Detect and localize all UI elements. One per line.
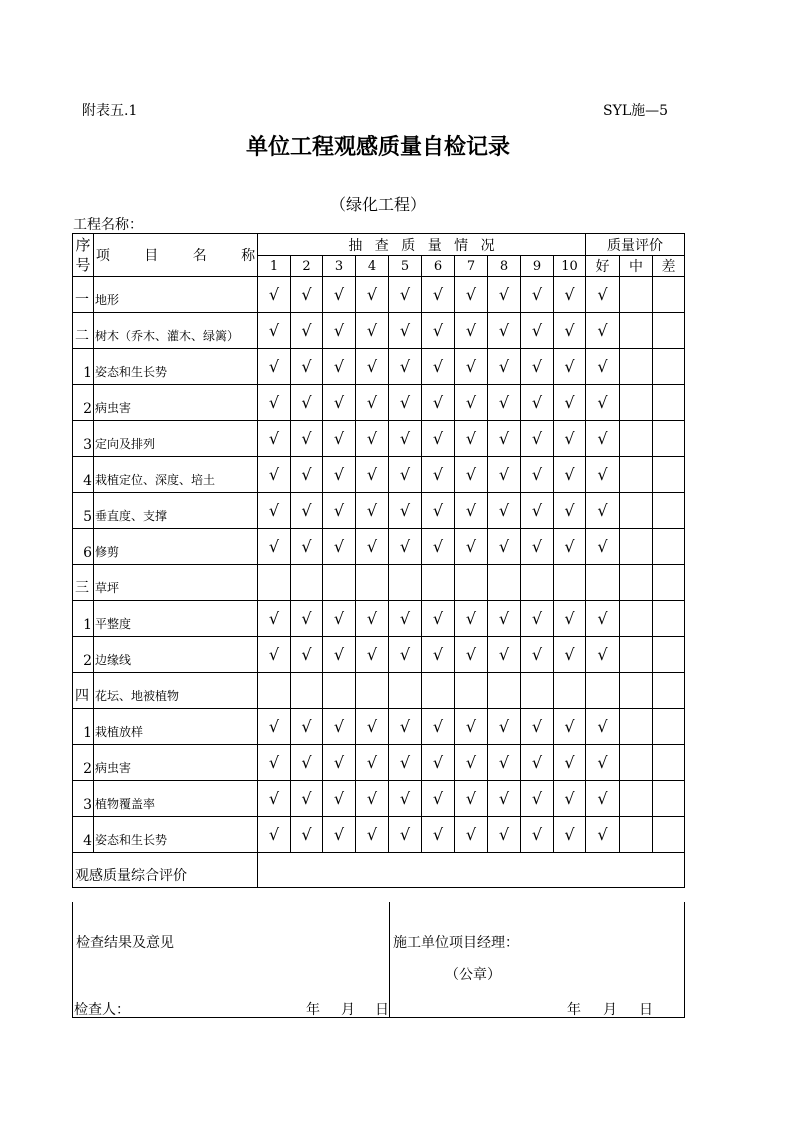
empty-cell [521, 673, 554, 709]
check-mark-icon: √ [488, 745, 521, 781]
check-mark-icon: √ [258, 313, 291, 349]
check-mark-icon: √ [554, 601, 586, 637]
form-number: SYL施—5 [603, 103, 669, 119]
check-mark-icon: √ [422, 421, 455, 457]
empty-cell [653, 277, 685, 313]
check-mark-icon: √ [422, 349, 455, 385]
sample-number-10: 10 [554, 256, 586, 277]
check-mark-icon: √ [554, 745, 586, 781]
row-item-name: 花坛、地被植物 [94, 673, 258, 709]
check-mark-icon: √ [554, 349, 586, 385]
empty-cell [620, 349, 653, 385]
check-mark-icon: √ [258, 817, 291, 853]
empty-cell [422, 673, 455, 709]
check-mark-icon: √ [488, 277, 521, 313]
inspector-year: 年 [306, 1002, 320, 1018]
table-row [73, 673, 685, 709]
empty-cell [620, 673, 653, 709]
manager-day: 日 [639, 1002, 653, 1018]
check-mark-icon: √ [258, 745, 291, 781]
empty-cell [653, 817, 685, 853]
check-mark-icon: √ [554, 421, 586, 457]
check-mark-icon: √ [586, 313, 620, 349]
item-name-header: 项 目 名 称 [94, 234, 258, 277]
check-mark-icon: √ [488, 817, 521, 853]
check-mark-icon: √ [389, 457, 422, 493]
table-row [73, 493, 685, 529]
check-mark-icon: √ [521, 601, 554, 637]
row-item-name: 定向及排列 [94, 421, 258, 457]
check-mark-icon: √ [554, 781, 586, 817]
check-mark-icon: √ [389, 493, 422, 529]
row-item-name: 地形 [94, 277, 258, 313]
check-mark-icon: √ [455, 457, 488, 493]
check-mark-icon: √ [521, 313, 554, 349]
check-mark-icon: √ [422, 457, 455, 493]
row-seq: 2 [73, 745, 94, 781]
empty-cell [653, 349, 685, 385]
row-item-name: 边缘线 [94, 637, 258, 673]
empty-cell [258, 565, 291, 601]
row-item-name: 平整度 [94, 601, 258, 637]
table-row [73, 313, 685, 349]
empty-cell [356, 673, 389, 709]
row-seq: 1 [73, 349, 94, 385]
empty-cell [653, 313, 685, 349]
form-code: 附表五.1 [82, 103, 138, 119]
summary-value[interactable] [258, 853, 685, 888]
empty-cell [554, 673, 586, 709]
sample-number-8: 8 [488, 256, 521, 277]
table-row [73, 817, 685, 853]
check-mark-icon: √ [323, 457, 356, 493]
empty-cell [653, 385, 685, 421]
empty-cell [653, 745, 685, 781]
page-title: 单位工程观感质量自检记录 [245, 135, 510, 160]
table-row [73, 529, 685, 565]
check-mark-icon: √ [323, 349, 356, 385]
check-mark-icon: √ [455, 277, 488, 313]
check-mark-icon: √ [291, 313, 323, 349]
check-mark-icon: √ [422, 817, 455, 853]
check-mark-icon: √ [488, 457, 521, 493]
check-mark-icon: √ [422, 781, 455, 817]
check-mark-icon: √ [291, 457, 323, 493]
check-mark-icon: √ [356, 781, 389, 817]
check-mark-icon: √ [455, 493, 488, 529]
check-mark-icon: √ [521, 493, 554, 529]
check-mark-icon: √ [521, 637, 554, 673]
empty-cell [653, 457, 685, 493]
check-mark-icon: √ [455, 781, 488, 817]
grade-header-1: 好 [586, 256, 620, 277]
check-mark-icon: √ [455, 349, 488, 385]
page-subtitle: （绿化工程） [329, 195, 426, 214]
inspection-header: 抽 查 质 量 情 况 [258, 234, 586, 256]
sample-number-5: 5 [389, 256, 422, 277]
check-mark-icon: √ [521, 817, 554, 853]
check-mark-icon: √ [455, 529, 488, 565]
check-mark-icon: √ [521, 709, 554, 745]
empty-cell [258, 673, 291, 709]
row-item-name: 栽植放样 [94, 709, 258, 745]
empty-cell [586, 673, 620, 709]
empty-cell [389, 673, 422, 709]
check-mark-icon: √ [258, 709, 291, 745]
row-seq: 3 [73, 781, 94, 817]
footer-divider [389, 902, 390, 1017]
check-mark-icon: √ [521, 385, 554, 421]
row-seq: 4 [73, 457, 94, 493]
check-mark-icon: √ [422, 637, 455, 673]
evaluation-header: 质量评价 [586, 234, 685, 256]
check-mark-icon: √ [521, 529, 554, 565]
check-mark-icon: √ [258, 421, 291, 457]
check-mark-icon: √ [323, 601, 356, 637]
empty-cell [488, 565, 521, 601]
table-row [73, 745, 685, 781]
check-mark-icon: √ [258, 277, 291, 313]
check-mark-icon: √ [422, 601, 455, 637]
check-mark-icon: √ [586, 277, 620, 313]
empty-cell [653, 673, 685, 709]
empty-cell [389, 565, 422, 601]
check-mark-icon: √ [554, 457, 586, 493]
check-mark-icon: √ [291, 529, 323, 565]
check-mark-icon: √ [389, 637, 422, 673]
check-mark-icon: √ [258, 457, 291, 493]
check-mark-icon: √ [455, 385, 488, 421]
check-mark-icon: √ [455, 709, 488, 745]
check-mark-icon: √ [291, 709, 323, 745]
check-mark-icon: √ [554, 529, 586, 565]
row-seq: 2 [73, 385, 94, 421]
empty-cell [653, 421, 685, 457]
check-mark-icon: √ [258, 637, 291, 673]
project-name-label: 工程名称： [73, 217, 143, 233]
empty-cell [620, 817, 653, 853]
empty-cell [488, 673, 521, 709]
check-mark-icon: √ [389, 601, 422, 637]
check-mark-icon: √ [323, 493, 356, 529]
check-mark-icon: √ [291, 637, 323, 673]
check-mark-icon: √ [586, 529, 620, 565]
check-mark-icon: √ [389, 421, 422, 457]
check-mark-icon: √ [455, 637, 488, 673]
check-mark-icon: √ [554, 277, 586, 313]
grade-header-3: 差 [653, 256, 685, 277]
check-mark-icon: √ [488, 781, 521, 817]
summary-label: 观感质量综合评价 [73, 853, 258, 888]
check-mark-icon: √ [291, 601, 323, 637]
empty-cell [620, 277, 653, 313]
check-mark-icon: √ [356, 277, 389, 313]
check-mark-icon: √ [586, 817, 620, 853]
row-seq: 二 [73, 313, 94, 349]
check-mark-icon: √ [422, 313, 455, 349]
sample-number-4: 4 [356, 256, 389, 277]
empty-cell [653, 781, 685, 817]
row-item-name: 修剪 [94, 529, 258, 565]
sample-number-7: 7 [455, 256, 488, 277]
check-mark-icon: √ [356, 601, 389, 637]
table-row [73, 457, 685, 493]
inspection-table [72, 233, 685, 888]
row-item-name: 植物覆盖率 [94, 781, 258, 817]
check-mark-icon: √ [488, 385, 521, 421]
empty-cell [620, 385, 653, 421]
table-row [73, 385, 685, 421]
empty-cell [653, 493, 685, 529]
check-mark-icon: √ [258, 493, 291, 529]
check-mark-icon: √ [258, 529, 291, 565]
check-mark-icon: √ [422, 529, 455, 565]
manager-year: 年 [567, 1002, 581, 1018]
check-mark-icon: √ [323, 421, 356, 457]
check-mark-icon: √ [586, 601, 620, 637]
check-mark-icon: √ [488, 637, 521, 673]
table-row [73, 277, 685, 313]
manager-label: 施工单位项目经理： [393, 935, 519, 951]
check-mark-icon: √ [291, 421, 323, 457]
check-mark-icon: √ [586, 745, 620, 781]
check-mark-icon: √ [389, 817, 422, 853]
row-seq: 3 [73, 421, 94, 457]
empty-cell [653, 601, 685, 637]
empty-cell [291, 673, 323, 709]
check-mark-icon: √ [389, 529, 422, 565]
check-mark-icon: √ [586, 709, 620, 745]
empty-cell [455, 565, 488, 601]
check-mark-icon: √ [521, 277, 554, 313]
seal-label: （公章） [445, 967, 501, 983]
check-mark-icon: √ [389, 745, 422, 781]
check-mark-icon: √ [356, 637, 389, 673]
check-mark-icon: √ [323, 745, 356, 781]
row-item-name: 姿态和生长势 [94, 349, 258, 385]
check-mark-icon: √ [554, 817, 586, 853]
check-mark-icon: √ [488, 421, 521, 457]
inspector-day: 日 [375, 1002, 389, 1018]
check-mark-icon: √ [455, 421, 488, 457]
check-mark-icon: √ [291, 277, 323, 313]
empty-cell [356, 565, 389, 601]
check-mark-icon: √ [521, 349, 554, 385]
empty-cell [291, 565, 323, 601]
check-mark-icon: √ [291, 781, 323, 817]
check-mark-icon: √ [422, 493, 455, 529]
check-mark-icon: √ [323, 313, 356, 349]
check-mark-icon: √ [422, 385, 455, 421]
check-mark-icon: √ [554, 709, 586, 745]
check-mark-icon: √ [258, 385, 291, 421]
sample-number-3: 3 [323, 256, 356, 277]
sample-number-1: 1 [258, 256, 291, 277]
row-seq: 四 [73, 673, 94, 709]
empty-cell [422, 565, 455, 601]
check-mark-icon: √ [291, 817, 323, 853]
check-mark-icon: √ [422, 745, 455, 781]
check-mark-icon: √ [389, 349, 422, 385]
check-mark-icon: √ [323, 637, 356, 673]
check-mark-icon: √ [422, 709, 455, 745]
empty-cell [620, 709, 653, 745]
check-mark-icon: √ [356, 385, 389, 421]
check-mark-icon: √ [389, 385, 422, 421]
sample-number-2: 2 [291, 256, 323, 277]
check-mark-icon: √ [291, 745, 323, 781]
check-mark-icon: √ [521, 781, 554, 817]
row-seq: 一 [73, 277, 94, 313]
grade-header-2: 中 [620, 256, 653, 277]
row-seq: 1 [73, 601, 94, 637]
row-item-name: 树木（乔木、灌木、绿篱） [94, 313, 258, 349]
empty-cell [620, 745, 653, 781]
row-item-name: 病虫害 [94, 385, 258, 421]
inspection-footer [72, 902, 685, 1018]
row-item-name: 姿态和生长势 [94, 817, 258, 853]
row-seq: 2 [73, 637, 94, 673]
check-mark-icon: √ [323, 817, 356, 853]
check-mark-icon: √ [356, 349, 389, 385]
empty-cell [620, 565, 653, 601]
row-seq: 三 [73, 565, 94, 601]
table-row [73, 421, 685, 457]
check-mark-icon: √ [455, 745, 488, 781]
check-mark-icon: √ [323, 277, 356, 313]
empty-cell [323, 565, 356, 601]
empty-cell [620, 601, 653, 637]
check-mark-icon: √ [323, 529, 356, 565]
check-mark-icon: √ [356, 493, 389, 529]
row-item-name: 草坪 [94, 565, 258, 601]
check-mark-icon: √ [258, 349, 291, 385]
check-mark-icon: √ [586, 637, 620, 673]
empty-cell [620, 781, 653, 817]
check-mark-icon: √ [554, 385, 586, 421]
seq-header: 序号 [73, 234, 94, 277]
manager-month: 月 [603, 1002, 617, 1018]
check-mark-icon: √ [356, 817, 389, 853]
row-seq: 6 [73, 529, 94, 565]
empty-cell [620, 529, 653, 565]
check-mark-icon: √ [586, 493, 620, 529]
check-mark-icon: √ [488, 313, 521, 349]
row-item-name: 栽植定位、深度、培土 [94, 457, 258, 493]
row-seq: 4 [73, 817, 94, 853]
check-mark-icon: √ [554, 637, 586, 673]
check-mark-icon: √ [488, 601, 521, 637]
row-seq: 5 [73, 493, 94, 529]
check-mark-icon: √ [521, 457, 554, 493]
empty-cell [323, 673, 356, 709]
inspector-label: 检查人： [74, 1002, 130, 1018]
summary-row [73, 853, 685, 888]
check-mark-icon: √ [323, 709, 356, 745]
empty-cell [554, 565, 586, 601]
empty-cell [620, 493, 653, 529]
check-mark-icon: √ [586, 781, 620, 817]
check-mark-icon: √ [586, 385, 620, 421]
check-mark-icon: √ [422, 277, 455, 313]
empty-cell [620, 637, 653, 673]
check-mark-icon: √ [521, 421, 554, 457]
row-seq: 1 [73, 709, 94, 745]
empty-cell [653, 529, 685, 565]
check-mark-icon: √ [586, 349, 620, 385]
check-mark-icon: √ [389, 709, 422, 745]
row-item-name: 垂直度、支撑 [94, 493, 258, 529]
table-row [73, 637, 685, 673]
table-row [73, 709, 685, 745]
empty-cell [521, 565, 554, 601]
check-mark-icon: √ [356, 745, 389, 781]
table-row [73, 349, 685, 385]
empty-cell [620, 457, 653, 493]
check-mark-icon: √ [291, 385, 323, 421]
row-item-name: 病虫害 [94, 745, 258, 781]
check-mark-icon: √ [554, 493, 586, 529]
empty-cell [455, 673, 488, 709]
check-mark-icon: √ [356, 457, 389, 493]
check-mark-icon: √ [455, 313, 488, 349]
empty-cell [653, 637, 685, 673]
sample-number-9: 9 [521, 256, 554, 277]
empty-cell [653, 709, 685, 745]
sample-number-6: 6 [422, 256, 455, 277]
check-mark-icon: √ [356, 313, 389, 349]
check-mark-icon: √ [521, 745, 554, 781]
check-mark-icon: √ [291, 349, 323, 385]
check-mark-icon: √ [389, 313, 422, 349]
check-mark-icon: √ [356, 529, 389, 565]
check-mark-icon: √ [323, 781, 356, 817]
check-mark-icon: √ [455, 601, 488, 637]
empty-cell [620, 421, 653, 457]
check-mark-icon: √ [356, 421, 389, 457]
empty-cell [653, 565, 685, 601]
check-mark-icon: √ [389, 277, 422, 313]
check-mark-icon: √ [488, 349, 521, 385]
check-mark-icon: √ [389, 781, 422, 817]
empty-cell [620, 313, 653, 349]
check-mark-icon: √ [586, 421, 620, 457]
table-row [73, 601, 685, 637]
check-mark-icon: √ [586, 457, 620, 493]
check-mark-icon: √ [488, 529, 521, 565]
check-mark-icon: √ [356, 709, 389, 745]
inspector-month: 月 [341, 1002, 355, 1018]
check-mark-icon: √ [291, 493, 323, 529]
result-label: 检查结果及意见 [76, 935, 174, 951]
table-row [73, 781, 685, 817]
empty-cell [586, 565, 620, 601]
table-row [73, 565, 685, 601]
check-mark-icon: √ [488, 709, 521, 745]
check-mark-icon: √ [258, 781, 291, 817]
check-mark-icon: √ [554, 313, 586, 349]
check-mark-icon: √ [258, 601, 291, 637]
check-mark-icon: √ [488, 493, 521, 529]
check-mark-icon: √ [323, 385, 356, 421]
check-mark-icon: √ [455, 817, 488, 853]
